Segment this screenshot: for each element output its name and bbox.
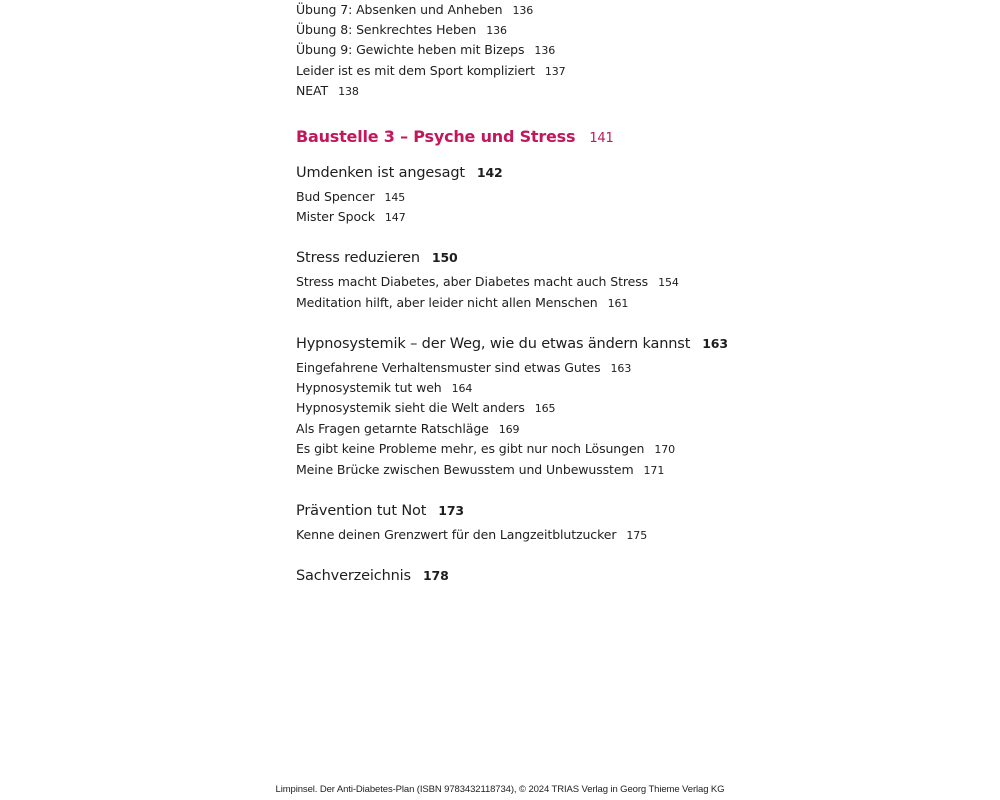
toc-part-title: Baustelle 3 – Psyche und Stress bbox=[296, 127, 576, 146]
toc-entry-title: NEAT bbox=[296, 83, 329, 98]
toc-entry-title: Meditation hilft, aber leider nicht allen Menschen bbox=[296, 295, 598, 310]
toc-section-page: 173 bbox=[438, 503, 464, 518]
toc-part-page: 141 bbox=[589, 131, 614, 146]
toc-entry-page: 145 bbox=[384, 191, 406, 204]
toc-section-title: Stress reduzieren bbox=[296, 250, 420, 266]
toc-section-title: Prävention tut Not bbox=[296, 503, 427, 519]
toc-entry bbox=[296, 63, 566, 78]
toc-entry-page: 163 bbox=[610, 362, 632, 375]
toc-entry bbox=[296, 83, 359, 98]
toc-entry-page: 138 bbox=[338, 85, 359, 98]
toc-entry-title: Leider ist es mit dem Sport kompliziert bbox=[296, 63, 535, 78]
toc-entry bbox=[296, 2, 533, 17]
toc-entry-page: 175 bbox=[626, 529, 648, 542]
toc-entry-title: Als Fragen getarnte Ratschläge bbox=[296, 421, 489, 436]
toc-section-heading bbox=[296, 568, 449, 584]
toc-entry bbox=[296, 400, 555, 415]
toc-entry bbox=[296, 209, 406, 224]
toc-entry-title: Übung 8: Senkrechtes Heben bbox=[296, 22, 477, 37]
toc-entry-title: Eingefahrene Verhaltensmuster sind etwas Gutes bbox=[296, 360, 601, 375]
toc-section-heading bbox=[296, 336, 728, 352]
toc-section-title: Umdenken ist angesagt bbox=[296, 165, 465, 181]
toc-entry-title: Bud Spencer bbox=[296, 189, 375, 204]
toc-entry-title: Übung 9: Gewichte heben mit Bizeps bbox=[296, 42, 525, 57]
toc-entry bbox=[296, 274, 679, 289]
toc-section-heading bbox=[296, 250, 458, 266]
toc-entry-title: Mister Spock bbox=[296, 209, 375, 224]
toc-entry bbox=[296, 42, 555, 57]
toc-entry bbox=[296, 527, 647, 542]
toc-entry-page: 161 bbox=[607, 297, 629, 310]
toc-entry-title: Übung 7: Absenken und Anheben bbox=[296, 2, 503, 17]
toc-entry-title: Stress macht Diabetes, aber Diabetes macht auch Stress bbox=[296, 274, 649, 289]
toc-section-page: 150 bbox=[431, 250, 458, 265]
toc-section-page: 142 bbox=[476, 165, 503, 180]
toc-entry-page: 164 bbox=[451, 382, 473, 395]
toc-entry-page: 170 bbox=[654, 443, 676, 456]
toc-section-heading bbox=[296, 165, 503, 181]
toc-section-title: Hypnosystemik – der Weg, wie du etwas ändern kannst bbox=[296, 336, 691, 352]
toc-entry-page: 136 bbox=[512, 4, 534, 17]
toc-section-heading bbox=[296, 503, 464, 519]
toc-entry-title: Kenne deinen Grenzwert für den Langzeitblutzucker bbox=[296, 527, 617, 542]
toc-entry-title: Es gibt keine Probleme mehr, es gibt nur noch Lösungen bbox=[296, 441, 645, 456]
toc-entry bbox=[296, 441, 675, 456]
toc-section-page: 178 bbox=[422, 568, 449, 583]
toc-entry bbox=[296, 421, 519, 436]
toc-entry bbox=[296, 462, 664, 477]
toc-entry-page: 147 bbox=[384, 211, 406, 224]
toc-section-title: Sachverzeichnis bbox=[296, 568, 411, 584]
toc-entry-title: Hypnosystemik sieht die Welt anders bbox=[296, 400, 525, 415]
toc-section-page: 163 bbox=[702, 336, 728, 351]
toc-entry bbox=[296, 22, 507, 37]
toc-part-heading bbox=[296, 127, 614, 146]
toc-entry-page: 136 bbox=[534, 44, 556, 57]
toc-entry-page: 171 bbox=[643, 464, 665, 477]
toc-entry-page: 137 bbox=[544, 65, 566, 78]
toc-entry bbox=[296, 189, 405, 204]
toc-entry bbox=[296, 380, 472, 395]
toc-entry-page: 165 bbox=[534, 402, 556, 415]
toc-entry bbox=[296, 295, 628, 310]
toc-entry-title: Hypnosystemik tut weh bbox=[296, 380, 442, 395]
page-footer: Limpinsel. Der Anti-Diabetes-Plan (ISBN 9783432118734), © 2024 TRIAS Verlag in Georg Thieme Verlag KG bbox=[275, 784, 725, 795]
toc-entry-title: Meine Brücke zwischen Bewusstem und Unbewusstem bbox=[296, 462, 634, 477]
toc-entry-page: 169 bbox=[498, 423, 520, 436]
toc-entry-page: 154 bbox=[658, 276, 679, 289]
toc-entry-page: 136 bbox=[486, 24, 507, 37]
toc-entry bbox=[296, 360, 631, 375]
